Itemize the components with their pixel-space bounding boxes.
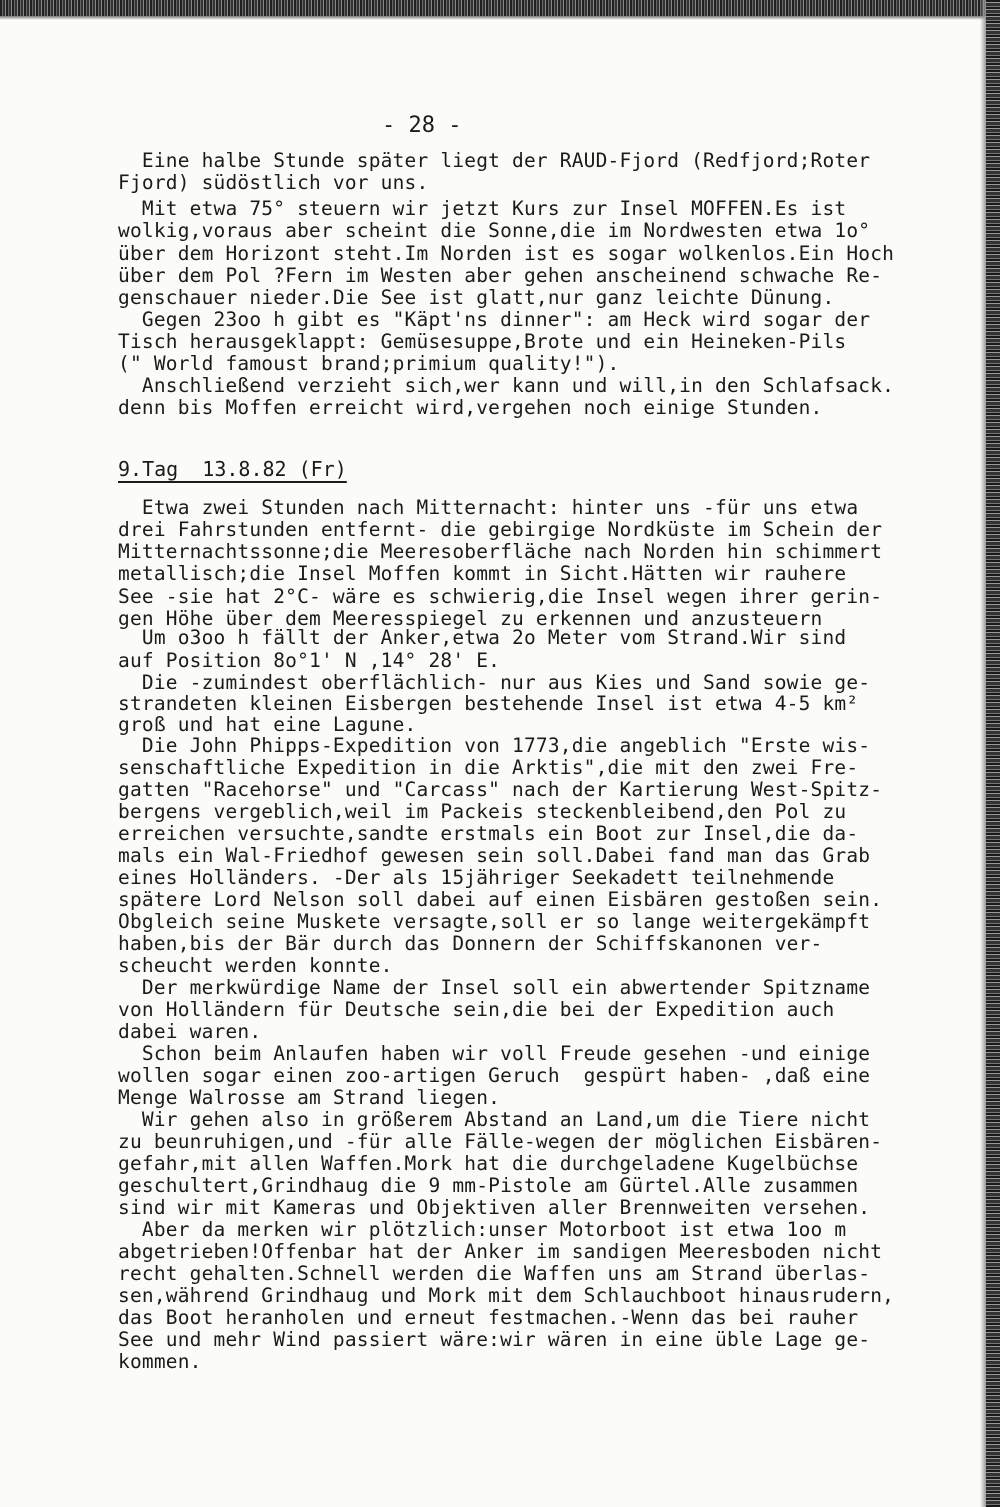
body-line-40: kommen.	[118, 1350, 202, 1373]
body-line-27: wollen sogar einen zoo-artigen Geruch gespürt haben- ,daß eine	[118, 1064, 871, 1087]
scan-edge-right	[986, 0, 1000, 1507]
body-line-39: See und mehr Wind passiert wäre:wir wären in eine üble Lage ge-	[118, 1328, 871, 1351]
body-line-22: scheucht werden konnte.	[118, 954, 393, 977]
body-line-20: Obgleich seine Muskete versagte,soll er so lange weitergekämpft	[118, 910, 871, 933]
body-line-14: gatten "Racehorse" und "Carcass" nach der Kartierung West-Spitz-	[118, 778, 883, 801]
intro-line-11: Anschließend verzieht sich,wer kann und will,in den Schlafsack.	[118, 374, 895, 397]
intro-line-7: genschauer nieder.Die See ist glatt,nur ganz leichte Dünung.	[118, 286, 835, 309]
body-line-35: abgetrieben!Offenbar hat der Anker im sandigen Meeresboden nicht	[118, 1240, 883, 1263]
body-line-3: Mitternachtssonne;die Meeresoberfläche nach Norden hin schimmert	[118, 540, 883, 563]
scan-edge-top-shadow	[0, 16, 1000, 20]
body-line-13: senschaftliche Expedition in die Arktis",die mit den zwei Fre-	[118, 756, 859, 779]
body-line-19: spätere Lord Nelson soll dabei auf einen Eisbären gestoßen sein.	[118, 888, 883, 911]
body-line-16: erreichen versuchte,sandte erstmals ein Boot zur Insel,die da-	[118, 822, 859, 845]
body-line-31: gefahr,mit allen Waffen.Mork hat die durchgeladene Kugelbüchse	[118, 1152, 859, 1175]
intro-line-6: über dem Pol ?Fern im Westen aber gehen anscheinend schwache Re-	[118, 264, 883, 287]
body-line-24: von Holländern für Deutsche sein,die bei der Expedition auch	[118, 998, 835, 1021]
body-line-7: Um o3oo h fällt der Anker,etwa 2o Meter vom Strand.Wir sind	[118, 626, 847, 649]
body-line-28: Menge Walrosse am Strand liegen.	[118, 1086, 501, 1109]
body-line-34: Aber da merken wir plötzlich:unser Motorboot ist etwa 1oo m	[118, 1218, 847, 1241]
scan-edge-top	[0, 0, 1000, 16]
body-line-26: Schon beim Anlaufen haben wir voll Freude gesehen -und einige	[118, 1042, 871, 1065]
scan-edge-right-shadow	[980, 0, 986, 1507]
body-line-9: Die -zumindest oberflächlich- nur aus Kies und Sand sowie ge-	[118, 671, 871, 694]
intro-line-12: denn bis Moffen erreicht wird,vergehen noch einige Stunden.	[118, 396, 823, 419]
body-line-10: strandeten kleinen Eisbergen bestehende Insel ist etwa 4-5 km²	[118, 692, 859, 715]
body-line-15: bergens vergeblich,weil im Packeis steckenbleibend,den Pol zu	[118, 800, 847, 823]
body-line-12: Die John Phipps-Expedition von 1773,die angeblich "Erste wis-	[118, 734, 871, 757]
body-line-6: gen Höhe über dem Meeresspiegel zu erkennen und anzusteuern	[118, 607, 823, 630]
body-line-33: sind wir mit Kameras und Objektiven aller Brennweiten versehen.	[118, 1196, 871, 1219]
intro-line-10: (" World famoust brand;primium quality!").	[118, 352, 620, 375]
body-line-38: das Boot heranholen und erneut festmachen.-Wenn das bei rauher	[118, 1306, 859, 1329]
body-line-4: metallisch;die Insel Moffen kommt in Sicht.Hätten wir rauhere	[118, 562, 847, 585]
body-line-17: mals ein Wal-Friedhof gewesen sein soll.Dabei fand man das Grab	[118, 844, 871, 867]
intro-line-5: über dem Horizont steht.Im Norden ist es sogar wolkenlos.Ein Hoch	[118, 242, 895, 265]
body-line-21: haben,bis der Bär durch das Donnern der Schiffskanonen ver-	[118, 932, 823, 955]
body-line-30: zu beunruhigen,und -für alle Fälle-wegen der möglichen Eisbären-	[118, 1130, 883, 1153]
body-line-25: dabei waren.	[118, 1020, 262, 1043]
intro-line-2: Fjord) südöstlich vor uns.	[118, 171, 429, 194]
body-line-1: Etwa zwei Stunden nach Mitternacht: hinter uns -für uns etwa	[118, 496, 859, 519]
intro-line-3: Mit etwa 75° steuern wir jetzt Kurs zur Insel MOFFEN.Es ist	[118, 197, 847, 220]
body-line-5: See -sie hat 2°C- wäre es schwierig,die Insel wegen ihrer gerin-	[118, 585, 883, 608]
intro-line-1: Eine halbe Stunde später liegt der RAUD-Fjord (Redfjord;Roter	[118, 149, 871, 172]
intro-line-4: wolkig,voraus aber scheint die Sonne,die im Nordwesten etwa 1o°	[118, 219, 871, 242]
body-line-32: geschultert,Grindhaug die 9 mm-Pistole am Gürtel.Alle zusammen	[118, 1174, 859, 1197]
day-heading: 9.Tag 13.8.82 (Fr)	[118, 457, 347, 481]
body-line-2: drei Fahrstunden entfernt- die gebirgige Nordküste im Schein der	[118, 518, 883, 541]
body-line-18: eines Holländers. -Der als 15jähriger Seekadett teilnehmende	[118, 866, 835, 889]
intro-line-8: Gegen 23oo h gibt es "Käpt'ns dinner": am Heck wird sogar der	[118, 308, 871, 331]
intro-line-9: Tisch herausgeklappt: Gemüsesuppe,Brote und ein Heineken-Pils	[118, 330, 847, 353]
body-line-36: recht gehalten.Schnell werden die Waffen uns am Strand überlas-	[118, 1262, 871, 1285]
body-line-29: Wir gehen also in größerem Abstand an Land,um die Tiere nicht	[118, 1108, 871, 1131]
body-line-11: groß und hat eine Lagune.	[118, 713, 417, 736]
body-line-23: Der merkwürdige Name der Insel soll ein abwertender Spitzname	[118, 976, 871, 999]
page-number: - 28 -	[382, 113, 462, 138]
body-line-8: auf Position 8o°1' N ,14° 28' E.	[118, 649, 501, 672]
body-line-37: sen,während Grindhaug und Mork mit dem Schlauchboot hinausrudern,	[118, 1284, 895, 1307]
